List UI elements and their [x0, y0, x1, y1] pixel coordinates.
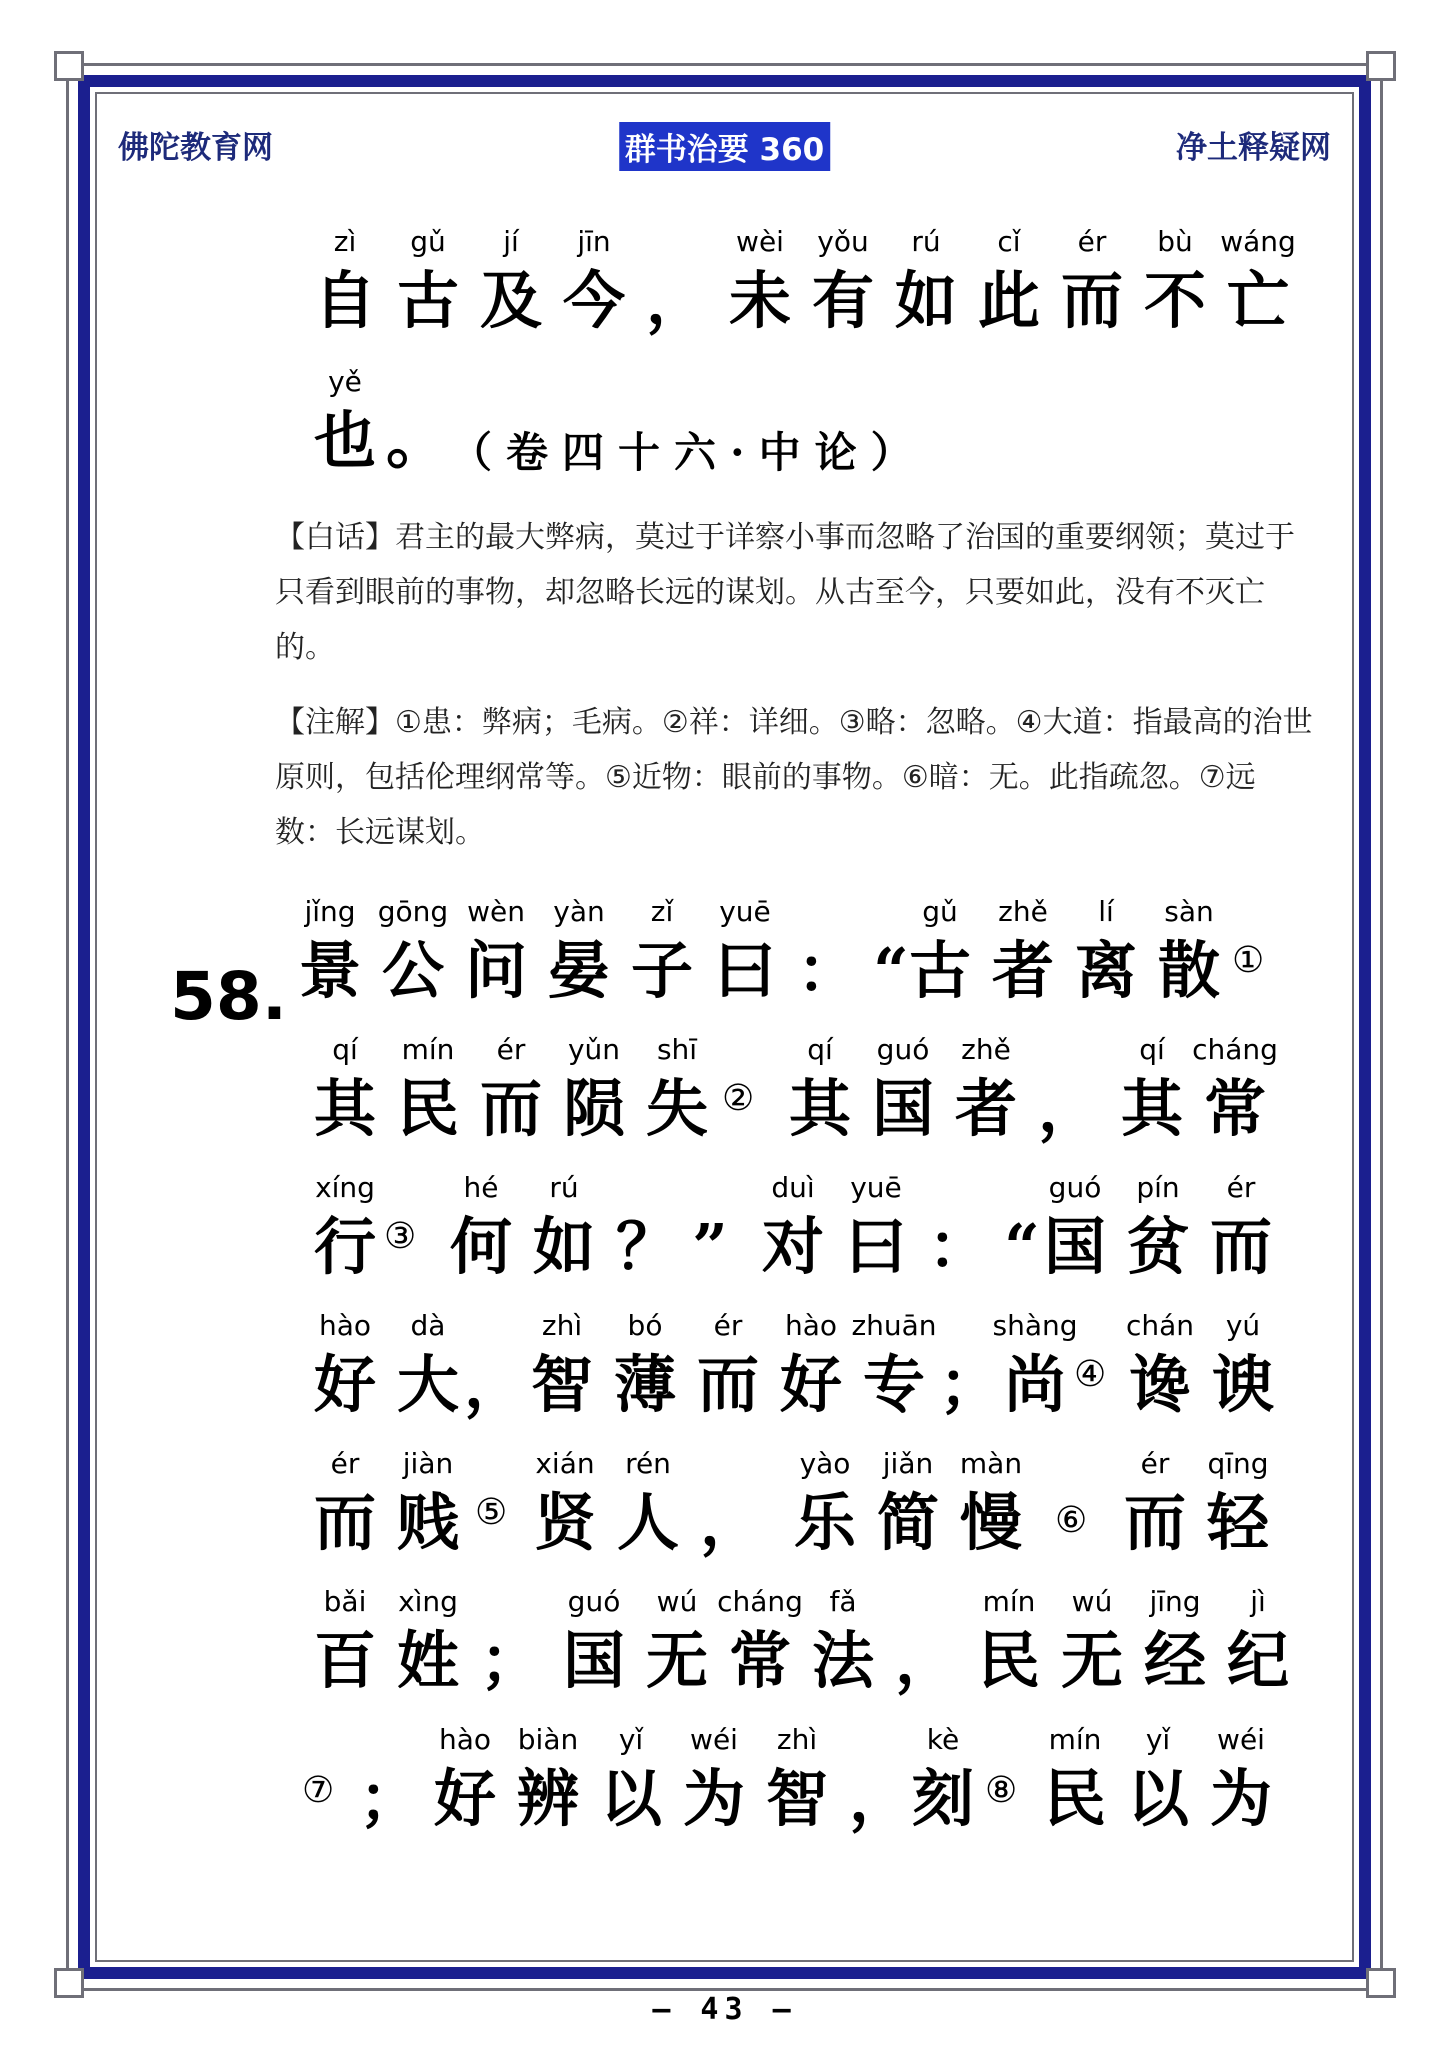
pinyin: zì — [333, 225, 357, 258]
pinyin: pín — [1136, 1171, 1180, 1204]
hanzi: 陨 — [562, 1072, 625, 1145]
pinyin: guó — [1048, 1171, 1102, 1204]
hanzi: 为 — [682, 1762, 745, 1835]
hanzi: 。 — [385, 404, 448, 477]
hanzi: 法 — [811, 1624, 874, 1697]
pinyin: ér — [330, 1447, 360, 1480]
hanzi: ， — [463, 1348, 526, 1421]
zhujie-paragraph: 【注解】①患：弊病；毛病。②祥：详细。③略：忽略。④大道：指最高的治世原则，包括伦理纲常等。⑤近物：眼前的事物。⑥暗：无。此指疏忽。⑦远数：长远谋划。 — [275, 705, 1313, 850]
hanzi: 民 — [396, 1072, 459, 1145]
text-line — [0, 1171, 1449, 1311]
hanzi: 经 — [1143, 1624, 1206, 1697]
pinyin: bǎi — [323, 1585, 367, 1618]
hanzi: 好 — [313, 1348, 376, 1421]
baihua-paragraph: 【白话】君主的最大弊病，莫过于详察小事而忽略了治国的重要纲领；莫过于只看到眼前的事物，却忽略长远的谋划。从古至今，只要如此，没有不灭亡的。 — [275, 520, 1295, 665]
hanzi: 其 — [313, 1072, 376, 1145]
pinyin: sàn — [1164, 895, 1214, 928]
pinyin: màn — [959, 1447, 1023, 1480]
passage-number: 58. — [170, 958, 287, 1035]
hanzi: ； — [479, 1624, 542, 1697]
pinyin: bó — [627, 1309, 663, 1342]
hanzi: 轻 — [1206, 1486, 1269, 1559]
hanzi: “ — [1004, 1210, 1040, 1283]
hanzi: 何 — [449, 1210, 512, 1283]
hanzi: ， — [1037, 1072, 1100, 1145]
pinyin: jiǎn — [882, 1447, 934, 1480]
note-mark: ⑧ — [985, 1770, 1018, 1811]
note-mark: ① — [1232, 940, 1265, 981]
hanzi: 自 — [313, 264, 376, 337]
note-mark: ⑤ — [475, 1492, 508, 1533]
hanzi: 专 — [862, 1348, 925, 1421]
pinyin: jì — [1250, 1585, 1266, 1618]
pinyin: jīng — [1149, 1585, 1201, 1618]
hanzi: 行 — [313, 1210, 376, 1283]
pinyin: rú — [549, 1171, 579, 1204]
hanzi: 常 — [728, 1624, 791, 1697]
hanzi: 刻 — [911, 1762, 974, 1835]
hanzi: 民 — [977, 1624, 1040, 1697]
hanzi: ， — [645, 264, 708, 337]
header-book-title: 群书治要 360 — [619, 122, 831, 171]
pinyin: zhě — [961, 1033, 1011, 1066]
pinyin: gōng — [377, 895, 449, 928]
hanzi: 智 — [530, 1348, 593, 1421]
pinyin: wáng — [1220, 225, 1296, 258]
pinyin: rén — [625, 1447, 671, 1480]
hanzi: 景 — [298, 934, 361, 1007]
pinyin: cháng — [1192, 1033, 1278, 1066]
hanzi: 晏 — [547, 934, 610, 1007]
pinyin: jiàn — [402, 1447, 454, 1480]
pinyin: zǐ — [650, 895, 674, 928]
pinyin: gǔ — [922, 895, 958, 928]
source-citation: （卷四十六·中论） — [450, 428, 927, 477]
pinyin: yào — [799, 1447, 851, 1480]
pinyin: chán — [1125, 1309, 1195, 1342]
hanzi: 无 — [1060, 1624, 1123, 1697]
header-site-right: 净土释疑网 — [1176, 130, 1331, 166]
hanzi: 而 — [696, 1348, 759, 1421]
hanzi: 者 — [991, 934, 1054, 1007]
hanzi: 未 — [728, 264, 791, 337]
hanzi: 今 — [562, 264, 625, 337]
hanzi: 及 — [479, 264, 542, 337]
hanzi: 人 — [616, 1486, 679, 1559]
hanzi: 如 — [894, 264, 957, 337]
hanzi: 为 — [1209, 1762, 1272, 1835]
note-mark: ③ — [384, 1216, 417, 1257]
pinyin: hào — [438, 1723, 492, 1756]
pinyin: qí — [807, 1033, 833, 1066]
pinyin: qīng — [1207, 1447, 1269, 1480]
pinyin: wèi — [736, 225, 784, 258]
text-line — [0, 1447, 1449, 1587]
hanzi: 国 — [1043, 1210, 1106, 1283]
hanzi: “ — [873, 934, 909, 1007]
hanzi: 亡 — [1226, 264, 1289, 337]
pinyin: shī — [656, 1033, 698, 1066]
hanzi: 而 — [313, 1486, 376, 1559]
pinyin: rú — [911, 225, 941, 258]
pinyin: guó — [876, 1033, 930, 1066]
note-mark: ② — [722, 1078, 755, 1119]
hanzi: ： — [796, 934, 859, 1007]
pinyin: hé — [463, 1171, 499, 1204]
pinyin: biàn — [517, 1723, 579, 1756]
pinyin: hào — [784, 1309, 838, 1342]
pinyin: yě — [328, 365, 362, 398]
pinyin: lí — [1098, 895, 1114, 928]
pinyin: hào — [318, 1309, 372, 1342]
pinyin: qí — [332, 1033, 358, 1066]
pinyin: yǐ — [618, 1723, 644, 1756]
hanzi: 曰 — [713, 934, 776, 1007]
hanzi: 公 — [381, 934, 444, 1007]
pinyin: ér — [1077, 225, 1107, 258]
pinyin: jǐng — [304, 895, 356, 928]
pinyin: yǒu — [817, 225, 869, 258]
hanzi: 纪 — [1226, 1624, 1289, 1697]
pinyin: yú — [1225, 1309, 1261, 1342]
pinyin: yǔn — [567, 1033, 621, 1066]
header-site-left: 佛陀教育网 — [118, 130, 273, 166]
pinyin: zhì — [541, 1309, 583, 1342]
hanzi: 散 — [1157, 934, 1220, 1007]
hanzi: 曰 — [844, 1210, 907, 1283]
pinyin: fǎ — [829, 1585, 857, 1618]
page-number: – 43 – — [652, 1992, 797, 2027]
hanzi: 贱 — [396, 1486, 459, 1559]
hanzi: 以 — [599, 1762, 662, 1835]
hanzi: 贤 — [533, 1486, 596, 1559]
pinyin: wú — [1071, 1585, 1113, 1618]
pinyin: bù — [1157, 225, 1193, 258]
hanzi: 问 — [464, 934, 527, 1007]
pinyin: zhě — [998, 895, 1048, 928]
hanzi: 智 — [765, 1762, 828, 1835]
hanzi: 好 — [779, 1348, 842, 1421]
hanzi: 国 — [562, 1624, 625, 1697]
pinyin: yuē — [719, 895, 771, 928]
hanzi: 古 — [908, 934, 971, 1007]
pinyin: qí — [1139, 1033, 1165, 1066]
hanzi: 以 — [1126, 1762, 1189, 1835]
pinyin: mín — [982, 1585, 1036, 1618]
pinyin: yàn — [553, 895, 605, 928]
hanzi: ； — [938, 1348, 1001, 1421]
pinyin: yǐ — [1145, 1723, 1171, 1756]
text-line — [0, 1585, 1449, 1725]
hanzi: ， — [699, 1486, 762, 1559]
hanzi: ： — [927, 1210, 990, 1283]
pinyin: ér — [496, 1033, 526, 1066]
hanzi: 薄 — [613, 1348, 676, 1421]
pinyin: jīn — [577, 225, 611, 258]
pinyin: kè — [926, 1723, 960, 1756]
hanzi: 百 — [313, 1624, 376, 1697]
pinyin: wéi — [690, 1723, 738, 1756]
hanzi: ” — [692, 1210, 728, 1283]
hanzi: ， — [894, 1624, 957, 1697]
pinyin: xián — [535, 1447, 595, 1480]
pinyin: mín — [401, 1033, 455, 1066]
hanzi: 谗 — [1128, 1348, 1191, 1421]
pinyin: yuē — [850, 1171, 902, 1204]
pinyin: shàng — [992, 1309, 1078, 1342]
corner-ornament — [54, 51, 84, 81]
hanzi: 不 — [1143, 264, 1206, 337]
hanzi: 民 — [1043, 1762, 1106, 1835]
hanzi: 乐 — [793, 1486, 856, 1559]
hanzi: ； — [358, 1762, 421, 1835]
pinyin: wéi — [1217, 1723, 1265, 1756]
hanzi: 辨 — [516, 1762, 579, 1835]
hanzi: 姓 — [396, 1624, 459, 1697]
hanzi: 对 — [761, 1210, 824, 1283]
hanzi: 尚 — [1003, 1348, 1066, 1421]
pinyin: wú — [656, 1585, 698, 1618]
hanzi: ？ — [615, 1210, 678, 1283]
pinyin: gǔ — [410, 225, 446, 258]
hanzi: 大 — [396, 1348, 459, 1421]
pinyin: zhuān — [851, 1309, 937, 1342]
hanzi: 而 — [1123, 1486, 1186, 1559]
hanzi: 而 — [1060, 264, 1123, 337]
hanzi: 国 — [871, 1072, 934, 1145]
pinyin: zhì — [776, 1723, 818, 1756]
hanzi: 此 — [977, 264, 1040, 337]
hanzi: 子 — [630, 934, 693, 1007]
pinyin: jí — [503, 225, 519, 258]
hanzi: 失 — [645, 1072, 708, 1145]
corner-ornament — [1366, 51, 1396, 81]
hanzi: ， — [848, 1762, 911, 1835]
hanzi: 贫 — [1126, 1210, 1189, 1283]
pinyin: duì — [771, 1171, 815, 1204]
hanzi: 无 — [645, 1624, 708, 1697]
pinyin: ér — [1226, 1171, 1256, 1204]
text-line — [0, 225, 1449, 365]
hanzi: 者 — [954, 1072, 1017, 1145]
hanzi: 而 — [1209, 1210, 1272, 1283]
pinyin: cháng — [717, 1585, 803, 1618]
hanzi: 也 — [313, 404, 376, 477]
note-mark: ⑦ — [302, 1770, 335, 1811]
pinyin: ér — [713, 1309, 743, 1342]
hanzi: 古 — [396, 264, 459, 337]
hanzi: 而 — [479, 1072, 542, 1145]
pinyin: mín — [1048, 1723, 1102, 1756]
hanzi: 离 — [1074, 934, 1137, 1007]
note-mark: ⑥ — [1055, 1500, 1088, 1541]
hanzi: 慢 — [959, 1486, 1022, 1559]
pinyin: guó — [567, 1585, 621, 1618]
hanzi: 常 — [1203, 1072, 1266, 1145]
pinyin: ér — [1140, 1447, 1170, 1480]
hanzi: 如 — [532, 1210, 595, 1283]
note-mark: ④ — [1074, 1354, 1107, 1395]
hanzi: 其 — [1120, 1072, 1183, 1145]
pinyin: wèn — [467, 895, 525, 928]
hanzi: 其 — [788, 1072, 851, 1145]
pinyin: cǐ — [997, 225, 1021, 258]
hanzi: 简 — [876, 1486, 939, 1559]
text-line — [0, 1723, 1449, 1863]
hanzi: 有 — [811, 264, 874, 337]
hanzi: 好 — [433, 1762, 496, 1835]
pinyin: dà — [410, 1309, 446, 1342]
pinyin: xíng — [315, 1171, 375, 1204]
pinyin: xìng — [398, 1585, 458, 1618]
text-line — [0, 1309, 1449, 1449]
hanzi: 谀 — [1211, 1348, 1274, 1421]
